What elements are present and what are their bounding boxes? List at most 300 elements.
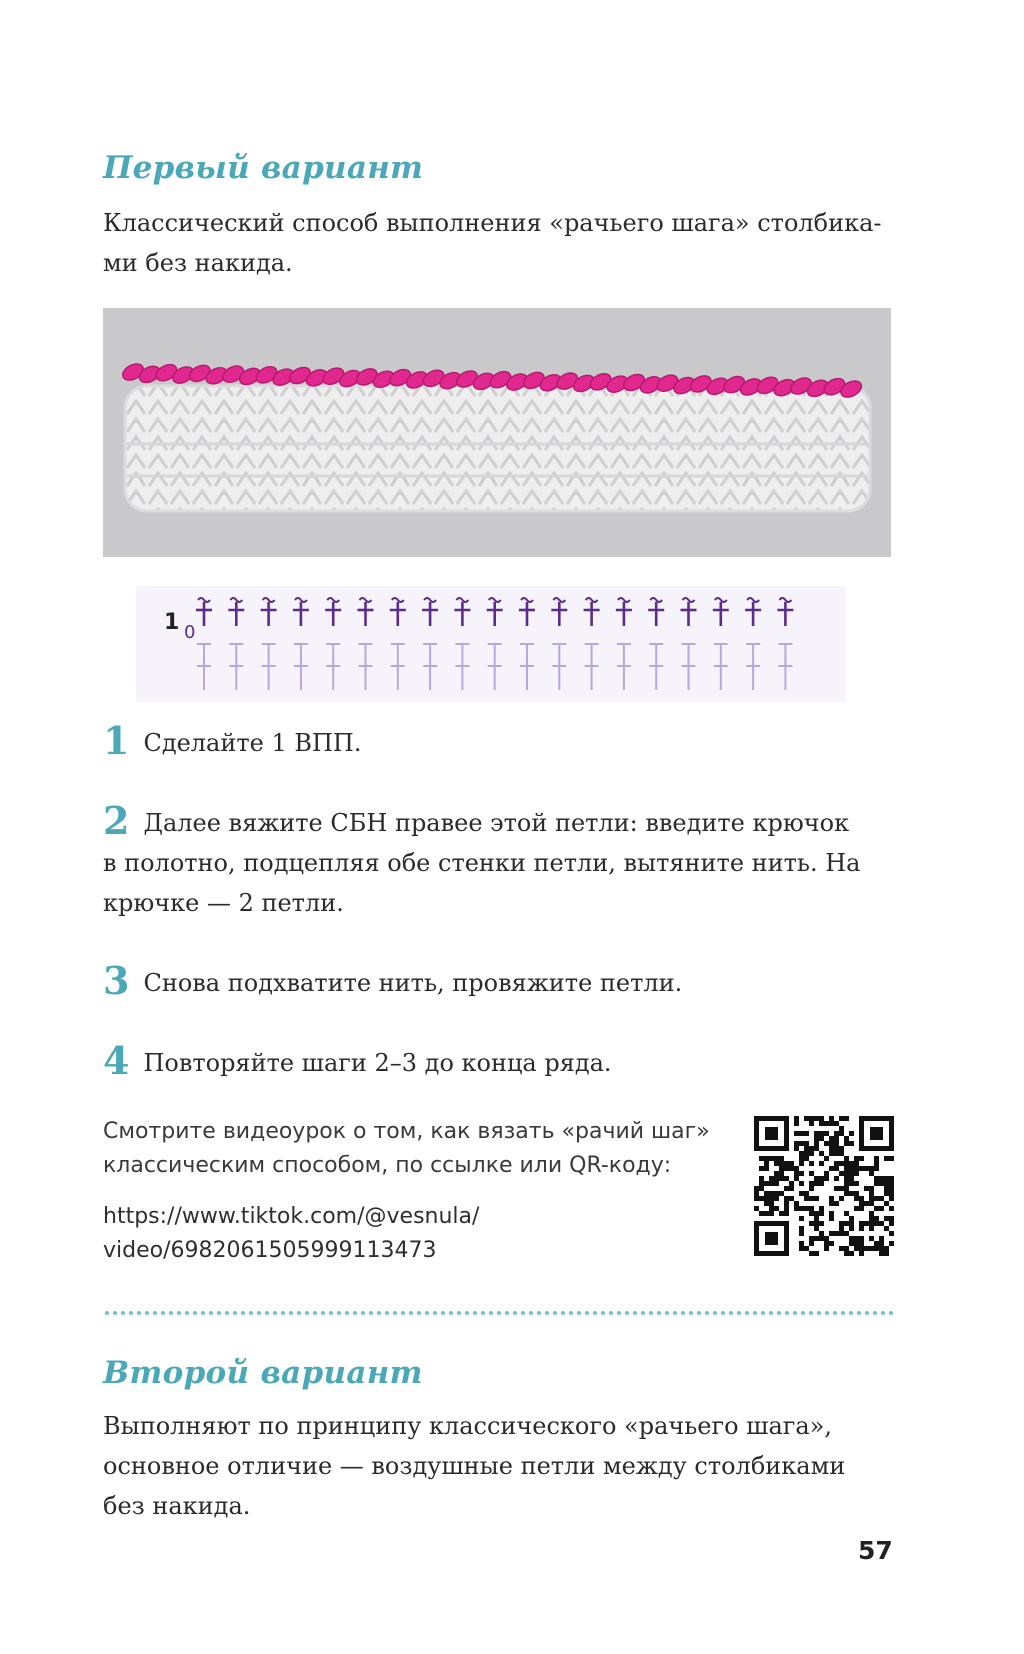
qr-module (834, 1151, 839, 1156)
qr-module (774, 1191, 779, 1196)
qr-module (889, 1216, 894, 1221)
qr-module (809, 1151, 814, 1156)
qr-module (804, 1191, 809, 1196)
qr-module (859, 1241, 864, 1246)
qr-module (829, 1231, 834, 1236)
qr-module (799, 1181, 804, 1186)
qr-module (809, 1241, 814, 1246)
qr-module (839, 1221, 844, 1226)
chain-start-label: 0 (184, 622, 196, 643)
qr-module (839, 1151, 844, 1156)
qr-module (854, 1236, 859, 1241)
qr-module (859, 1156, 864, 1161)
qr-module (819, 1181, 824, 1186)
qr-module (759, 1156, 764, 1161)
qr-module (809, 1116, 814, 1121)
qr-module (834, 1131, 839, 1136)
intro-line-2: ми без накида. (103, 249, 293, 277)
qr-module (829, 1216, 834, 1221)
qr-module (829, 1241, 834, 1246)
qr-module (794, 1166, 799, 1171)
qr-module (864, 1246, 869, 1251)
qr-module (794, 1171, 799, 1176)
qr-module (869, 1211, 874, 1216)
qr-module (834, 1186, 839, 1191)
qr-module (824, 1131, 829, 1136)
qr-module (839, 1131, 844, 1136)
qr-module (839, 1161, 844, 1166)
crochet-sample-photo (103, 308, 891, 557)
qr-module (819, 1221, 824, 1226)
qr-module (834, 1231, 839, 1236)
qr-code-icon[interactable] (754, 1116, 894, 1256)
crochet-chart-diagram (136, 586, 846, 702)
qr-module (879, 1246, 884, 1251)
qr-module (819, 1206, 824, 1211)
qr-module (869, 1191, 874, 1196)
paragraph-line-2: основное отличие — воздушные петли между столбиками (103, 1452, 846, 1480)
qr-module (839, 1231, 844, 1236)
qr-module (864, 1221, 869, 1226)
qr-module (794, 1146, 799, 1151)
qr-module (774, 1161, 779, 1166)
qr-module (874, 1181, 879, 1186)
qr-module (854, 1191, 859, 1196)
qr-module (854, 1166, 859, 1171)
qr-module (769, 1191, 774, 1196)
qr-module (874, 1246, 879, 1251)
qr-module (764, 1196, 769, 1201)
qr-module (859, 1166, 864, 1171)
qr-module (814, 1116, 819, 1121)
qr-module (859, 1206, 864, 1211)
qr-module (844, 1171, 849, 1176)
qr-module (814, 1226, 819, 1231)
qr-module (829, 1121, 834, 1126)
video-link[interactable] (103, 1200, 479, 1268)
step-number: 1 (103, 718, 130, 763)
qr-module (879, 1181, 884, 1186)
qr-module (799, 1216, 804, 1221)
step-2 (103, 798, 893, 923)
step-3 (103, 958, 893, 1003)
qr-module (774, 1206, 779, 1211)
qr-module (889, 1156, 894, 1161)
qr-module (889, 1191, 894, 1196)
qr-module (844, 1246, 849, 1251)
qr-module (879, 1241, 884, 1246)
qr-module (859, 1236, 864, 1241)
qr-module (859, 1201, 864, 1206)
qr-module (759, 1166, 764, 1171)
qr-module (854, 1171, 859, 1176)
qr-module (814, 1216, 819, 1221)
qr-module (834, 1121, 839, 1126)
qr-module (799, 1161, 804, 1166)
qr-module (849, 1251, 854, 1256)
qr-module (814, 1131, 819, 1136)
qr-module (784, 1211, 789, 1216)
qr-module (809, 1196, 814, 1201)
step-text: в полотно, подцепляя обе стенки петли, вытяните нить. На (103, 849, 861, 877)
qr-module (789, 1186, 794, 1191)
qr-module (834, 1201, 839, 1206)
qr-module (804, 1141, 809, 1146)
qr-module (779, 1176, 784, 1181)
qr-module (799, 1156, 804, 1161)
qr-module (844, 1116, 849, 1121)
qr-module (754, 1196, 759, 1201)
qr-module (819, 1161, 824, 1166)
qr-module (819, 1176, 824, 1181)
qr-module (799, 1191, 804, 1196)
qr-module (814, 1196, 819, 1201)
qr-module (874, 1176, 879, 1181)
qr-module (769, 1211, 774, 1216)
qr-module (874, 1221, 879, 1226)
video-url-line-1[interactable]: https://www.tiktok.com/@vesnula/ (103, 1204, 480, 1229)
qr-module (869, 1236, 874, 1241)
video-text-line-1: Смотрите видеоурок о том, как вязать «рачий шаг» (103, 1119, 710, 1144)
qr-module (869, 1166, 874, 1171)
qr-module (809, 1251, 814, 1256)
qr-module (839, 1171, 844, 1176)
qr-module (879, 1251, 884, 1256)
step-text: Далее вяжите СБН правее этой петли: введите крючок (143, 809, 850, 837)
qr-module (759, 1181, 764, 1186)
qr-module (809, 1161, 814, 1166)
qr-module (889, 1241, 894, 1246)
video-description (103, 1115, 710, 1183)
qr-module (814, 1176, 819, 1181)
qr-module (804, 1206, 809, 1211)
qr-module (879, 1196, 884, 1201)
qr-module (764, 1161, 769, 1166)
qr-module (819, 1211, 824, 1216)
qr-module (834, 1146, 839, 1151)
qr-module (809, 1236, 814, 1241)
qr-module (849, 1236, 854, 1241)
qr-module (869, 1226, 874, 1231)
qr-module (844, 1161, 849, 1166)
qr-module (864, 1166, 869, 1171)
qr-module (799, 1226, 804, 1231)
qr-module (864, 1201, 869, 1206)
qr-module (799, 1141, 804, 1146)
qr-module (804, 1156, 809, 1161)
qr-module (874, 1216, 879, 1221)
section-heading-second-variant: Второй вариант (103, 1355, 423, 1391)
qr-module (824, 1171, 829, 1176)
qr-module (819, 1116, 824, 1121)
qr-module (819, 1231, 824, 1236)
qr-module (879, 1176, 884, 1181)
qr-module (834, 1141, 839, 1146)
qr-module (869, 1201, 874, 1206)
qr-module (779, 1156, 784, 1161)
qr-module (819, 1236, 824, 1241)
qr-module (809, 1186, 814, 1191)
qr-module (874, 1156, 879, 1161)
qr-module (784, 1186, 789, 1191)
qr-module (799, 1206, 804, 1211)
qr-module (819, 1121, 824, 1126)
qr-module (844, 1176, 849, 1181)
qr-module (764, 1166, 769, 1171)
qr-module (879, 1221, 884, 1226)
qr-module (854, 1156, 859, 1161)
step-text: Сделайте 1 ВПП. (143, 729, 362, 757)
qr-module (779, 1171, 784, 1176)
qr-module (794, 1141, 799, 1146)
qr-module (859, 1246, 864, 1251)
qr-module (854, 1246, 859, 1251)
qr-module (774, 1156, 779, 1161)
qr-module (854, 1206, 859, 1211)
qr-module (829, 1136, 834, 1141)
qr-module (779, 1161, 784, 1166)
qr-module (849, 1171, 854, 1176)
qr-module (884, 1201, 889, 1206)
qr-module (829, 1116, 834, 1121)
qr-module (809, 1146, 814, 1151)
qr-module (824, 1246, 829, 1251)
qr-module (814, 1136, 819, 1141)
qr-finder-center (765, 1232, 778, 1245)
qr-module (799, 1231, 804, 1236)
qr-module (854, 1196, 859, 1201)
qr-module (834, 1176, 839, 1181)
qr-module (824, 1176, 829, 1181)
qr-module (829, 1166, 834, 1171)
qr-module (814, 1141, 819, 1146)
step-4 (103, 1038, 893, 1083)
qr-module (799, 1171, 804, 1176)
video-text-line-2: классическим способом, по ссылке или QR-коду: (103, 1153, 672, 1178)
qr-module (884, 1186, 889, 1191)
qr-module (799, 1151, 804, 1156)
qr-module (779, 1211, 784, 1216)
qr-module (874, 1161, 879, 1166)
qr-module (769, 1206, 774, 1211)
qr-module (784, 1166, 789, 1171)
qr-module (814, 1251, 819, 1256)
qr-module (804, 1196, 809, 1201)
qr-module (869, 1196, 874, 1201)
qr-module (754, 1191, 759, 1196)
qr-module (789, 1181, 794, 1186)
qr-module (834, 1136, 839, 1141)
qr-module (764, 1191, 769, 1196)
qr-module (824, 1156, 829, 1161)
qr-module (834, 1161, 839, 1166)
qr-module (824, 1121, 829, 1126)
qr-module (879, 1206, 884, 1211)
qr-module (849, 1161, 854, 1166)
qr-module (854, 1241, 859, 1246)
qr-module (804, 1146, 809, 1151)
qr-module (779, 1166, 784, 1171)
qr-module (809, 1171, 814, 1176)
qr-module (884, 1251, 889, 1256)
qr-module (819, 1151, 824, 1156)
qr-module (849, 1191, 854, 1196)
qr-module (809, 1206, 814, 1211)
qr-module (769, 1196, 774, 1201)
qr-module (869, 1221, 874, 1226)
qr-module (839, 1146, 844, 1151)
qr-module (759, 1186, 764, 1191)
qr-module (854, 1161, 859, 1166)
qr-module (844, 1141, 849, 1146)
qr-module (784, 1161, 789, 1166)
qr-module (849, 1131, 854, 1136)
qr-module (864, 1186, 869, 1191)
qr-module (874, 1241, 879, 1246)
qr-module (889, 1196, 894, 1201)
qr-module (884, 1176, 889, 1181)
qr-module (814, 1211, 819, 1216)
qr-module (849, 1166, 854, 1171)
qr-module (839, 1196, 844, 1201)
qr-module (809, 1221, 814, 1226)
video-url-line-2[interactable]: video/6982061505999113473 (103, 1238, 437, 1263)
page-number: 57 (858, 1536, 893, 1565)
qr-module (804, 1131, 809, 1136)
qr-module (804, 1246, 809, 1251)
qr-module (844, 1156, 849, 1161)
qr-module (889, 1176, 894, 1181)
qr-module (804, 1151, 809, 1156)
qr-module (844, 1181, 849, 1186)
qr-module (839, 1226, 844, 1231)
dotted-divider (103, 1310, 895, 1316)
qr-module (844, 1186, 849, 1191)
qr-finder-center (765, 1127, 778, 1140)
qr-module (884, 1191, 889, 1196)
step-number: 2 (103, 798, 130, 843)
qr-module (764, 1181, 769, 1186)
qr-module (759, 1176, 764, 1181)
qr-module (784, 1201, 789, 1206)
qr-module (789, 1196, 794, 1201)
qr-module (769, 1156, 774, 1161)
qr-module (874, 1206, 879, 1211)
qr-module (849, 1221, 854, 1226)
qr-module (799, 1246, 804, 1251)
qr-module (794, 1176, 799, 1181)
qr-module (774, 1196, 779, 1201)
crochet-fabric (125, 386, 870, 511)
qr-module (874, 1166, 879, 1171)
step-1 (103, 718, 893, 763)
qr-module (829, 1201, 834, 1206)
paragraph-line-1: Выполняют по принципу классического «рачьего шага», (103, 1412, 832, 1440)
step-text: Повторяйте шаги 2–3 до конца ряда. (143, 1049, 612, 1077)
qr-module (889, 1206, 894, 1211)
qr-module (834, 1166, 839, 1171)
qr-module (884, 1181, 889, 1186)
qr-module (764, 1201, 769, 1206)
qr-module (844, 1231, 849, 1236)
qr-module (814, 1181, 819, 1186)
qr-module (804, 1116, 809, 1121)
second-variant-paragraph (103, 1406, 903, 1526)
qr-module (774, 1176, 779, 1181)
qr-module (884, 1226, 889, 1231)
qr-module (829, 1146, 834, 1151)
qr-module (829, 1211, 834, 1216)
qr-module (769, 1181, 774, 1186)
qr-module (884, 1156, 889, 1161)
step-number: 4 (103, 1038, 130, 1083)
qr-module (879, 1236, 884, 1241)
qr-module (824, 1141, 829, 1146)
qr-module (829, 1141, 834, 1146)
qr-module (849, 1176, 854, 1181)
qr-module (799, 1241, 804, 1246)
section-heading-first-variant: Первый вариант (103, 150, 424, 186)
qr-module (889, 1231, 894, 1236)
qr-module (799, 1131, 804, 1136)
qr-module (774, 1181, 779, 1186)
qr-module (874, 1196, 879, 1201)
qr-module (839, 1186, 844, 1191)
qr-module (759, 1211, 764, 1216)
qr-module (884, 1246, 889, 1251)
qr-module (884, 1216, 889, 1221)
qr-module (814, 1221, 819, 1226)
qr-module (814, 1236, 819, 1241)
qr-module (824, 1236, 829, 1241)
qr-module (754, 1186, 759, 1191)
qr-module (844, 1191, 849, 1196)
qr-module (769, 1201, 774, 1206)
qr-module (849, 1216, 854, 1221)
qr-module (819, 1131, 824, 1136)
qr-module (839, 1126, 844, 1131)
step-number: 3 (103, 958, 130, 1003)
qr-module (844, 1166, 849, 1171)
qr-module (849, 1241, 854, 1246)
qr-module (774, 1171, 779, 1176)
qr-module (809, 1181, 814, 1186)
qr-module (789, 1166, 794, 1171)
qr-module (784, 1176, 789, 1181)
qr-module (819, 1136, 824, 1141)
qr-module (869, 1246, 874, 1251)
qr-module (759, 1196, 764, 1201)
qr-module (794, 1201, 799, 1206)
qr-module (869, 1171, 874, 1176)
qr-module (844, 1211, 849, 1216)
qr-module (794, 1206, 799, 1211)
qr-module (814, 1146, 819, 1151)
qr-finder-center (870, 1127, 883, 1140)
qr-module (754, 1206, 759, 1211)
qr-module (839, 1116, 844, 1121)
qr-module (889, 1186, 894, 1191)
qr-module (829, 1196, 834, 1201)
qr-module (829, 1151, 834, 1156)
qr-module (779, 1191, 784, 1196)
paragraph-line-3: без накида. (103, 1492, 251, 1520)
step-text: Снова подхватите нить, провяжите петли. (143, 969, 683, 997)
qr-module (794, 1131, 799, 1136)
intro-line-1: Классический способ выполнения «рачьего шага» столбика- (103, 209, 882, 237)
qr-module (849, 1226, 854, 1231)
qr-module (859, 1226, 864, 1231)
